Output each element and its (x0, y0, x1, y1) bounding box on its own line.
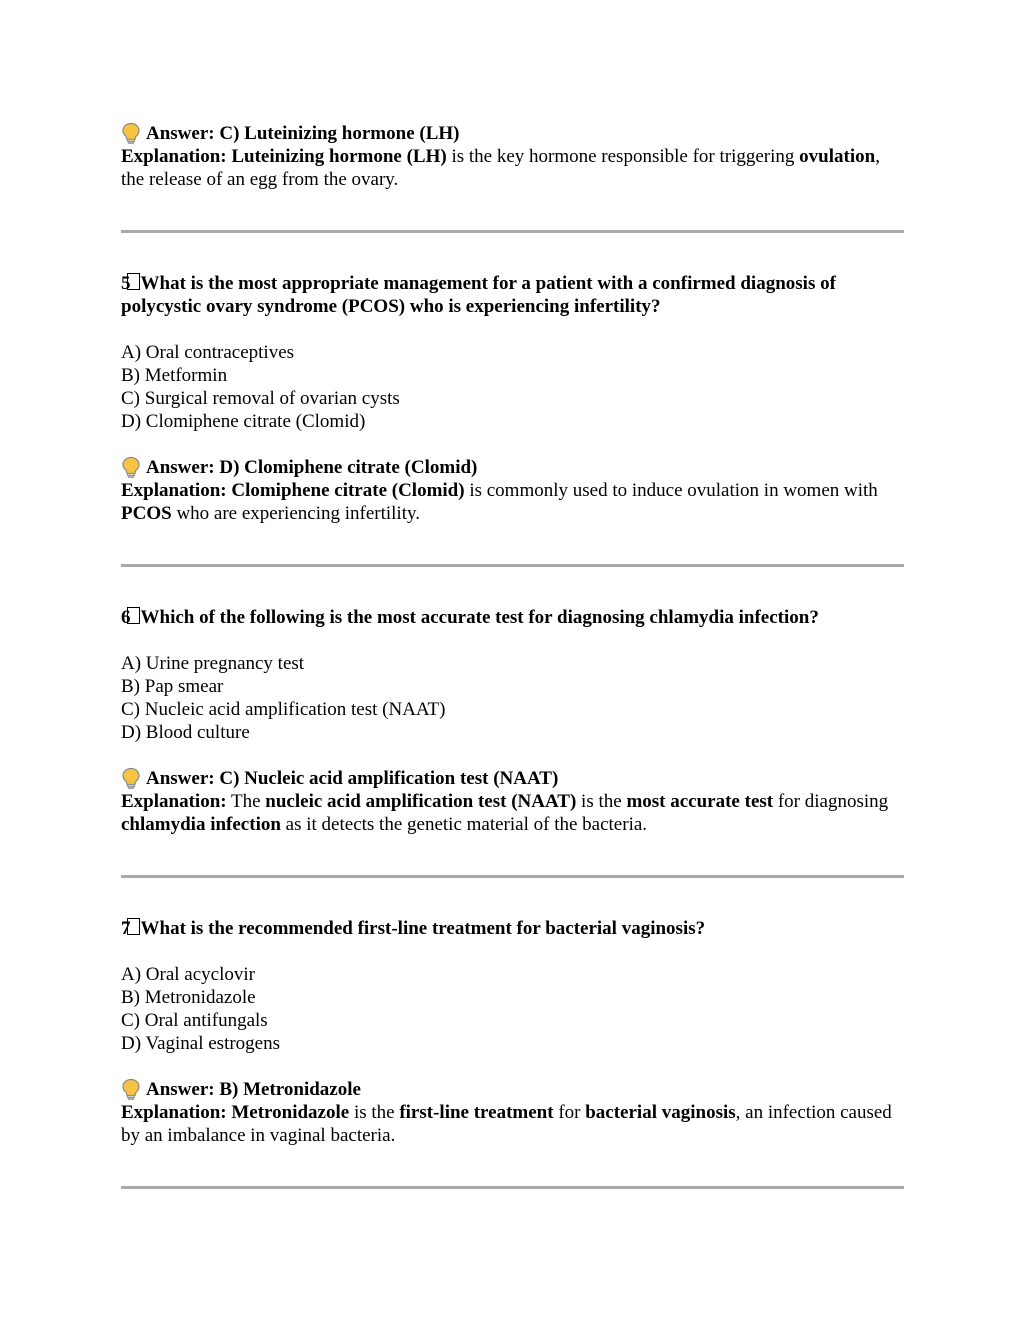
answer-block (121, 122, 904, 191)
body-text: as it detects the genetic material of the bacteria. (280, 814, 648, 835)
explanation (121, 790, 904, 836)
option-c: C) Surgical removal of ovarian cysts (121, 388, 400, 409)
explanation-body (121, 1102, 892, 1146)
question-text: 7 What is the recommended first-line treatment for bacterial vaginosis? (121, 918, 706, 939)
explanation-body (121, 791, 888, 835)
explanation-label: Explanation: (121, 791, 227, 812)
body-text: for (553, 1102, 586, 1123)
question-number: 5 (121, 272, 141, 295)
option-d: D) Blood culture (121, 722, 250, 743)
question-text: 6 Which of the following is the most accurate test for diagnosing chlamydia infection? (121, 607, 819, 628)
answer-text: Answer: C) Luteinizing hormone (LH) (146, 123, 460, 144)
question-block (121, 272, 904, 525)
answer-text: Answer: D) Clomiphene citrate (Clomid) (146, 457, 478, 478)
answer-line (121, 1078, 904, 1101)
body-text: is the key hormone responsible for triggering (446, 146, 800, 167)
question-text: 5 What is the most appropriate management for a patient with a confirmed diagnosis of polycystic ovary syndrome (PCOS) who is experiencing infertility? (121, 273, 836, 317)
option-b: B) Metronidazole (121, 987, 256, 1008)
question-block (121, 917, 904, 1147)
option-c: C) Nucleic acid amplification test (NAAT) (121, 699, 446, 720)
option-b: B) Pap smear (121, 676, 224, 697)
explanation-label: Explanation: (121, 480, 227, 501)
options-list (121, 963, 904, 1055)
emphasis-text: chlamydia infection (121, 814, 281, 835)
explanation-label: Explanation: (121, 146, 227, 167)
lightbulb-icon (121, 456, 141, 479)
body-text: is the (349, 1102, 400, 1123)
lightbulb-icon (121, 767, 141, 790)
option-c: C) Oral antifungals (121, 1010, 268, 1031)
option-d: D) Vaginal estrogens (121, 1033, 281, 1054)
emphasis-text: Luteinizing hormone (LH) (231, 146, 447, 167)
emphasis-text: bacterial vaginosis (585, 1102, 736, 1123)
options-list (121, 341, 904, 433)
explanation-body (121, 480, 878, 524)
body-text: is commonly used to induce ovulation in women with (464, 480, 878, 501)
number-box-glyph (127, 607, 140, 624)
number-box-glyph (127, 918, 140, 935)
explanation (121, 479, 904, 525)
section-divider (121, 230, 904, 233)
emphasis-text: ovulation (799, 146, 876, 167)
emphasis-text: PCOS (121, 503, 172, 524)
options-list (121, 652, 904, 744)
option-a: A) Urine pregnancy test (121, 653, 305, 674)
question-block (121, 606, 904, 836)
option-a: A) Oral acyclovir (121, 964, 255, 985)
lightbulb-icon (121, 1078, 141, 1101)
document-page (121, 122, 904, 1228)
section-divider (121, 564, 904, 567)
option-b: B) Metformin (121, 365, 228, 386)
question-number: 6 (121, 606, 141, 629)
section-divider (121, 1186, 904, 1189)
body-text: for diagnosing (773, 791, 889, 812)
option-a: A) Oral contraceptives (121, 342, 295, 363)
option-d: D) Clomiphene citrate (Clomid) (121, 411, 366, 432)
answer-line (121, 456, 904, 479)
body-text: , the release of an egg from the ovary. (121, 146, 880, 190)
emphasis-text: nucleic acid amplification test (NAAT) (265, 791, 577, 812)
explanation (121, 145, 904, 191)
emphasis-text: Clomiphene citrate (Clomid) (231, 480, 465, 501)
emphasis-text: most accurate test (626, 791, 774, 812)
explanation-label: Explanation: (121, 1102, 227, 1123)
answer-text: Answer: C) Nucleic acid amplification test (NAAT) (146, 768, 559, 789)
answer-text: Answer: B) Metronidazole (146, 1079, 361, 1100)
explanation (121, 1101, 904, 1147)
number-box-glyph (127, 273, 140, 290)
body-text: is the (576, 791, 627, 812)
explanation-body (121, 146, 880, 190)
emphasis-text: Metronidazole (231, 1102, 350, 1123)
answer-line (121, 767, 904, 790)
lightbulb-icon (121, 122, 141, 145)
body-text: who are experiencing infertility. (171, 503, 420, 524)
emphasis-text: first-line treatment (399, 1102, 554, 1123)
answer-line (121, 122, 904, 145)
question-number: 7 (121, 917, 141, 940)
section-divider (121, 875, 904, 878)
body-text: , an infection caused by an imbalance in vaginal bacteria. (121, 1102, 892, 1146)
body-text: The (226, 791, 266, 812)
